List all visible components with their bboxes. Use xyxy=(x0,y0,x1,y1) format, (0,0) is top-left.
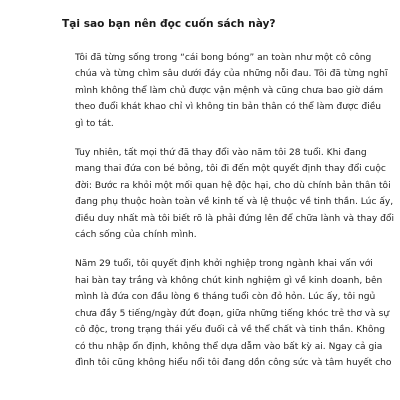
body-text xyxy=(62,50,395,384)
text-line: Tôi đã từng sống trong “cái bong bóng” an toàn như một cô công xyxy=(75,53,372,63)
text-line: hai bàn tay trắng và không chút kinh nghiệm gì về kinh doanh, bên xyxy=(75,275,383,286)
text-line: chúa và từng chìm sâu dưới đáy của những nỗi đau. Tôi đã từng nghĩ xyxy=(75,69,388,80)
text-line: mình không thể làm chủ được vận mệnh và cũng chưa bao giờ dám xyxy=(75,85,384,96)
text-line: mang thai đứa con bé bỏng, tôi đi đến một quyết định thay đổi cuộc xyxy=(75,164,386,175)
text-line: theo đuổi khát khao chỉ vì không tin bản thân có thể làm được điều xyxy=(75,102,382,113)
paragraph-1 xyxy=(62,50,388,132)
text-line: có thu nhập ổn định, không thể dựa dẫm vào bất kỳ ai. Ngay cả gia xyxy=(75,341,383,352)
text-line: cô độc, trong trạng thái yếu đuối cả về thể chất và tinh thần. Không xyxy=(75,325,385,336)
text-line: đời: Bước ra khỏi một mối quan hệ độc hại, cho dù chính bản thân tôi xyxy=(75,180,391,191)
paragraph-2 xyxy=(62,145,395,243)
paragraph-3 xyxy=(62,256,392,371)
text-line: Tuy nhiên, tất mọi thứ đã thay đổi vào năm tôi 28 tuổi. Khi đang xyxy=(75,148,367,159)
text-line: cách sống của chính mình. xyxy=(75,230,197,241)
text-line: đang phụ thuộc hoàn toàn về kinh tế và lệ thuộc về tinh thần. Lúc ấy, xyxy=(75,197,394,208)
text-line: điều duy nhất mà tôi biết rõ là phải đứng lên để chữa lành và thay đổi xyxy=(75,213,395,224)
text-line: đình tôi cũng không hiểu nổi tôi đang dồn công sức và tâm huyết cho xyxy=(75,357,392,368)
text-line: chưa đầy 5 tiếng/ngày đứt đoạn, giữa những tiếng khóc trẻ thơ và sự xyxy=(75,308,390,319)
text-line: Năm 29 tuổi, tôi quyết định khởi nghiệp trong ngành khai vấn với xyxy=(75,259,373,270)
text-line: gì to tát. xyxy=(75,118,114,129)
text-line: mình là đứa con đầu lòng 6 tháng tuổi còn đỏ hỏn. Lúc ấy, tôi ngủ xyxy=(75,292,376,303)
section-heading: Tại sao bạn nên đọc cuốn sách này? xyxy=(62,18,276,30)
